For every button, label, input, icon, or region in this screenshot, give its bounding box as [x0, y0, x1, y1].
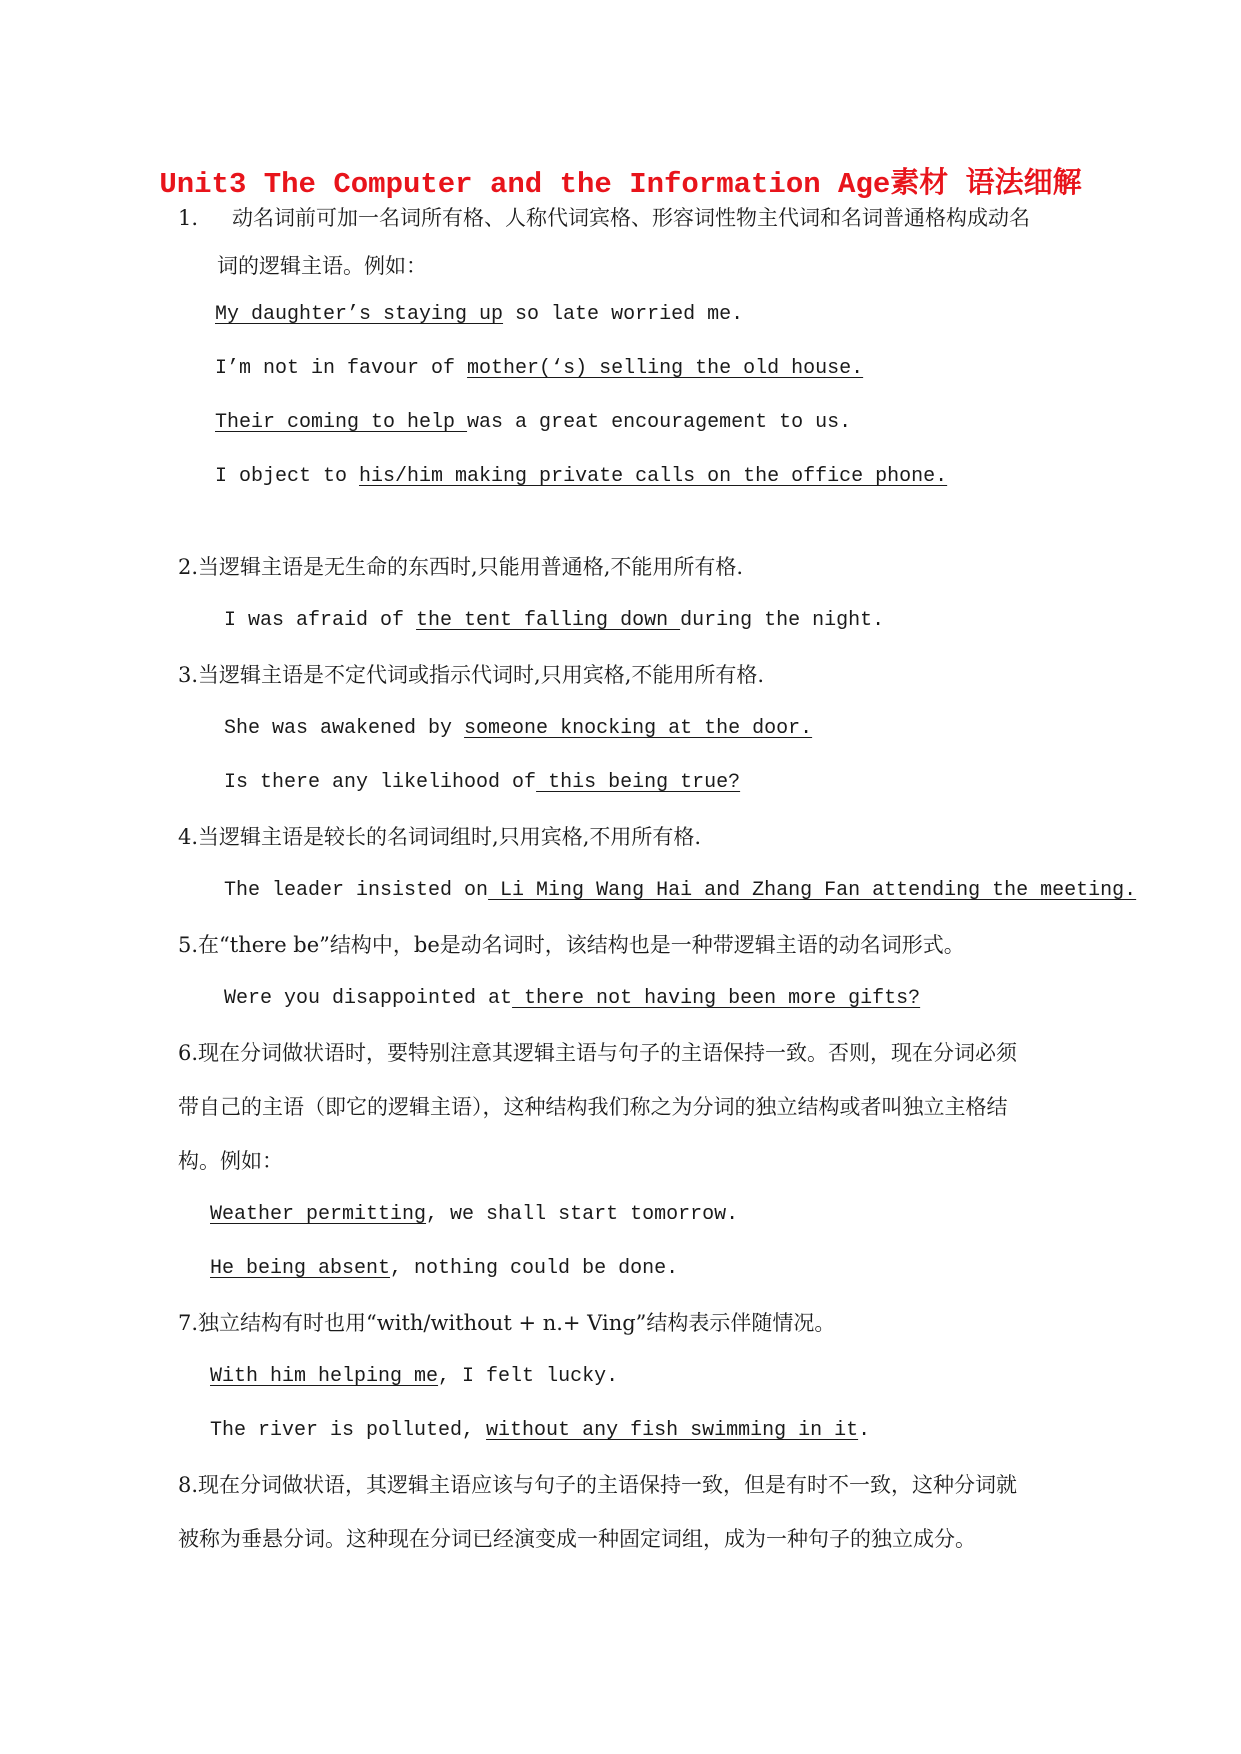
- sentence-start: I’m not in favour of: [215, 357, 468, 380]
- section-3-text: 3.当逻辑主语是不定代词或指示代词时,只用宾格,不能用所有格.: [178, 663, 765, 687]
- section-1-number: 1.: [178, 206, 199, 230]
- logical-subject-phrase: without any fish swimming in it: [486, 1419, 859, 1442]
- sentence-rest: , we shall start tomorrow.: [426, 1203, 739, 1226]
- sentence-rest: so late worried me.: [503, 303, 744, 326]
- sentence-start: Is there any likelihood of: [224, 771, 537, 794]
- sentence-rest: , I felt lucky.: [438, 1365, 619, 1388]
- section-2-text: 2.当逻辑主语是无生命的东西时,只能用普通格,不能用所有格.: [178, 555, 744, 579]
- logical-subject-phrase: someone knocking at the door.: [464, 717, 813, 740]
- logical-subject-phrase: mother(‘s) selling the old house.: [467, 357, 864, 380]
- logical-subject-phrase: Li Ming Wang Hai and Zhang Fan attending the meeting.: [488, 879, 1137, 902]
- sentence-start: I was afraid of: [224, 609, 417, 632]
- sentence-start: I object to: [215, 465, 360, 488]
- logical-subject-phrase: With him helping me: [210, 1365, 439, 1388]
- example-sentence: [224, 984, 920, 1014]
- section-6-text-line-1: 6.现在分词做状语时，要特别注意其逻辑主语与句子的主语保持一致。否则，现在分词必须: [178, 1041, 1018, 1065]
- sentence-start: Were you disappointed at: [224, 987, 513, 1010]
- section-6-text-line-2: 带自己的主语（即它的逻辑主语），这种结构我们称之为分词的独立结构或者叫独立主格结: [178, 1095, 1008, 1119]
- section-1-text-line-2: 词的逻辑主语。例如：: [217, 254, 427, 278]
- logical-subject-phrase: the tent falling down: [416, 609, 681, 632]
- sentence-rest: , nothing could be done.: [390, 1257, 679, 1280]
- example-sentence: [215, 408, 851, 438]
- example-sentence: [210, 1254, 678, 1284]
- example-sentence: [210, 1200, 738, 1230]
- logical-subject-phrase: My daughter’s staying up: [215, 303, 504, 326]
- sentence-rest: was a great encouragement to us.: [467, 411, 852, 434]
- section-6-text-line-3: 构。例如：: [178, 1149, 283, 1173]
- sentence-start: She was awakened by: [224, 717, 465, 740]
- logical-subject-phrase: Weather permitting: [210, 1203, 427, 1226]
- logical-subject-phrase: there not having been more gifts?: [512, 987, 921, 1010]
- section-8-text-line-1: 8.现在分词做状语，其逻辑主语应该与句子的主语保持一致，但是有时不一致，这种分词就: [178, 1473, 1018, 1497]
- example-sentence: [224, 768, 740, 798]
- logical-subject-phrase: his/him making private calls on the office phone.: [359, 465, 948, 488]
- document-title: Unit3 The Computer and the Information Age素材 语法细解: [159, 168, 1082, 201]
- sentence-start: The river is polluted,: [210, 1419, 487, 1442]
- sentence-rest: .: [858, 1419, 871, 1442]
- example-sentence: [224, 714, 812, 744]
- example-sentence: [215, 300, 743, 330]
- section-1-text-line-1: 动名词前可加一名词所有格、人称代词宾格、形容词性物主代词和名词普通格构成动名: [232, 206, 1030, 230]
- sentence-rest: during the night.: [680, 609, 885, 632]
- example-sentence: [210, 1416, 870, 1446]
- example-sentence: [215, 462, 947, 492]
- section-5-text: 5.在“there be”结构中，be是动名词时，该结构也是一种带逻辑主语的动名词形式。: [178, 933, 965, 957]
- section-4-text: 4.当逻辑主语是较长的名词词组时,只用宾格,不用所有格.: [178, 825, 702, 849]
- logical-subject-phrase: Their coming to help: [215, 411, 468, 434]
- logical-subject-phrase: He being absent: [210, 1257, 391, 1280]
- example-sentence: [210, 1362, 618, 1392]
- section-7-text: 7.独立结构有时也用“with/without + n.+ Ving”结构表示伴随情况。: [178, 1311, 836, 1335]
- example-sentence: [224, 876, 1136, 906]
- example-sentence: [224, 606, 884, 636]
- logical-subject-phrase: this being true?: [536, 771, 741, 794]
- section-8-text-line-2: 被称为垂悬分词。这种现在分词已经演变成一种固定词组，成为一种句子的独立成分。: [178, 1527, 976, 1551]
- sentence-start: The leader insisted on: [224, 879, 489, 902]
- example-sentence: [215, 354, 863, 384]
